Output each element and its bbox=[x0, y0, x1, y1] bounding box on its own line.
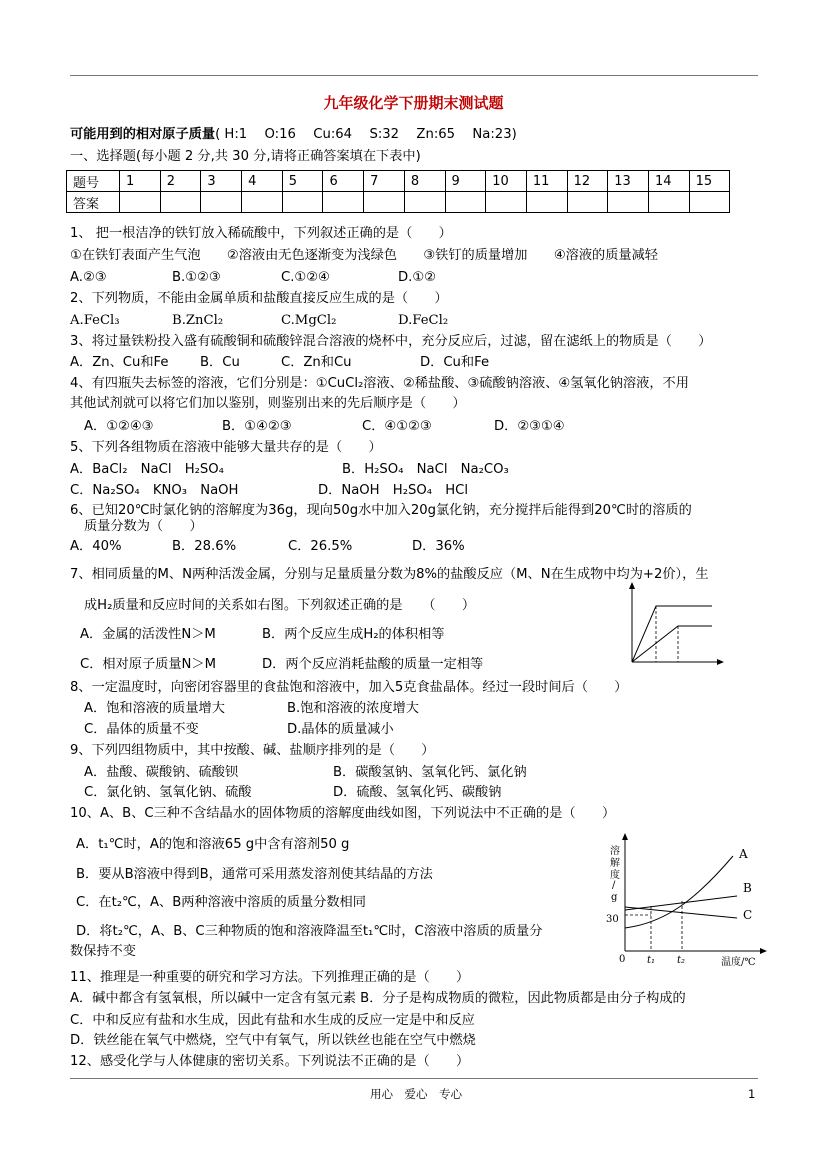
x-tick-t2: t₂ bbox=[677, 955, 686, 966]
q9-option-a: A．盐酸、碳酸钠、硫酸钡 bbox=[84, 765, 239, 780]
q10-option-d: D．将t₂℃，A、B、C三种物质的饱和溶液降温至t₁℃时，C溶液中溶质的质量分 bbox=[76, 924, 543, 939]
curve-upper bbox=[632, 606, 712, 662]
answer-cell[interactable] bbox=[282, 192, 323, 213]
q4-option-c: C．④①②③ bbox=[362, 419, 432, 434]
footer-motto: 用心 爱心 专心 bbox=[370, 1087, 462, 1101]
atomic-mass-line bbox=[70, 126, 517, 144]
q9-stem: 9、下列四组物质中，其中按酸、碱、盐顺序排列的是（ ） bbox=[70, 743, 435, 758]
q10-option-a: A．t₁℃时，A的饱和溶液65 g中含有溶剂50 g bbox=[76, 837, 350, 852]
atomic-mass-values: ( H:1 O:16 Cu:64 S:32 Zn:65 Na:23) bbox=[215, 127, 517, 142]
q11-option-c: C．中和反应有盐和水生成，因此有盐和水生成的反应一定是中和反应 bbox=[70, 1013, 475, 1028]
atomic-mass-label: 可能用到的相对原子质量 bbox=[70, 127, 216, 142]
q1-statements: ①在铁钉表面产生气泡 ②溶液由无色逐渐变为浅绿色 ③铁钉的质量增加 ④溶液的质量减轻 bbox=[70, 248, 658, 263]
q8-option-b: B.饱和溶液的浓度增大 bbox=[287, 701, 419, 716]
q1-option-c: C.①②④ bbox=[281, 270, 330, 285]
q3-option-c: C．Zn和Cu bbox=[281, 355, 352, 370]
q9-option-c: C．氯化钠、氢氧化钠、硫酸 bbox=[84, 785, 252, 800]
q7-option-d: D．两个反应消耗盐酸的质量一定相等 bbox=[262, 657, 484, 672]
q6-stem-cont: 质量分数为（ ） bbox=[84, 519, 203, 534]
q6-option-d: D．36% bbox=[412, 539, 465, 554]
q7-option-c: C．相对原子质量N＞M bbox=[80, 657, 216, 672]
series-label-c: C bbox=[743, 908, 753, 922]
section-heading: 一、选择题(每小题 2 分,共 30 分,请将正确答案填在下表中) bbox=[70, 149, 421, 164]
q8-option-c: C．晶体的质量不变 bbox=[84, 722, 199, 737]
y-label-char: g bbox=[611, 892, 618, 903]
answer-cell[interactable] bbox=[364, 192, 405, 213]
answer-cell[interactable] bbox=[689, 192, 730, 213]
q10-stem: 10、A、B、C三种不含结晶水的固体物质的溶解度曲线如图，下列说法中不正确的是（ ） bbox=[70, 806, 616, 821]
q6-option-b: B．28.6% bbox=[172, 539, 237, 554]
q4-stem: 4、有四瓶失去标签的溶液，它们分别是：①CuCl₂溶液、②稀盐酸、③硫酸钠溶液、④氢氧化钠溶液，不用 bbox=[70, 376, 689, 391]
y-label-char: / bbox=[612, 880, 616, 891]
series-label-b: B bbox=[743, 881, 752, 895]
q12-stem: 12、感受化学与人体健康的密切关系。下列说法不正确的是（ ） bbox=[70, 1054, 470, 1069]
answer-cell[interactable] bbox=[486, 192, 527, 213]
q10-option-d-cont: 数保持不变 bbox=[70, 944, 136, 959]
answer-cell[interactable] bbox=[160, 192, 201, 213]
q2-option-b: B.ZnCl₂ bbox=[172, 313, 224, 328]
x-tick-t1: t₁ bbox=[647, 955, 656, 966]
y-label-char: 度 bbox=[610, 870, 620, 881]
table-cell: 13 bbox=[608, 171, 649, 192]
q1-option-b: B.①②③ bbox=[172, 270, 221, 285]
q3-option-d: D．Cu和Fe bbox=[420, 355, 490, 370]
q9-option-d: D．硫酸、氢氧化钙、碳酸钠 bbox=[333, 785, 502, 800]
answer-cell[interactable] bbox=[648, 192, 689, 213]
q8-option-a: A．饱和溶液的质量增大 bbox=[84, 701, 225, 716]
table-cell: 2 bbox=[160, 171, 201, 192]
q7-stem: 7、相同质量的M、N两种活泼金属，分别与足量质量分数为8%的盐酸反应（M、N在生成物中均为+2价），生 bbox=[70, 567, 709, 582]
answer-cell[interactable] bbox=[404, 192, 445, 213]
y-tick-30: 30 bbox=[606, 914, 619, 925]
y-axis-arrow bbox=[622, 833, 628, 840]
y-label-char: 解 bbox=[610, 858, 620, 869]
table-cell: 14 bbox=[648, 171, 689, 192]
curve-c bbox=[625, 907, 737, 918]
q7-option-b: B．两个反应生成H₂的体积相等 bbox=[262, 627, 445, 642]
row-label-answer: 答案 bbox=[67, 192, 120, 213]
table-cell: 5 bbox=[282, 171, 323, 192]
origin-label: 0 bbox=[619, 954, 626, 965]
q6-stem: 6、已知20℃时氯化钠的溶解度为36g，现向50g水中加入20g氯化钠，充分搅拌后能得到20℃时的溶质的 bbox=[70, 503, 692, 518]
q6-option-a: A．40% bbox=[70, 539, 122, 554]
q8-stem: 8、一定温度时，向密闭容器里的食盐饱和溶液中，加入5克食盐晶体。经过一段时间后（ ） bbox=[70, 680, 628, 695]
y-axis-arrow bbox=[629, 582, 635, 589]
table-cell: 10 bbox=[486, 171, 527, 192]
q7-stem-cont: 成H₂质量和反应时间的关系如右图。下列叙述正确的是 （ ） bbox=[84, 598, 476, 613]
q4-stem-cont: 其他试剂就可以将它们加以鉴别，则鉴别出来的先后顺序是（ ） bbox=[70, 396, 466, 411]
answer-cell[interactable] bbox=[120, 192, 161, 213]
q1-option-a: A.②③ bbox=[70, 270, 107, 285]
q8-option-d: D.晶体的质量减小 bbox=[287, 722, 394, 737]
answer-cell[interactable] bbox=[526, 192, 567, 213]
x-axis-arrow bbox=[717, 659, 724, 665]
curve-lower bbox=[632, 626, 712, 662]
q1-stem: 1、 把一根洁净的铁钉放入稀硫酸中，下列叙述正确的是（ ） bbox=[70, 226, 452, 241]
table-cell: 4 bbox=[242, 171, 283, 192]
curve-b bbox=[625, 896, 737, 910]
q11-option-ab: A．碱中都含有氢氧根，所以碱中一定含有氢元素 B．分子是构成物质的微粒，因此物质都是由分子构成的 bbox=[70, 991, 686, 1006]
answer-cell[interactable] bbox=[608, 192, 649, 213]
q11-stem: 11、推理是一种重要的研究和学习方法。下列推理正确的是（ ） bbox=[70, 970, 470, 985]
q2-option-c: C.MgCl₂ bbox=[281, 313, 337, 328]
x-axis-arrow bbox=[760, 948, 767, 954]
answer-table bbox=[66, 170, 730, 213]
q4-option-b: B．①④②③ bbox=[222, 419, 292, 434]
q5-option-a: A．BaCl₂ NaCl H₂SO₄ bbox=[70, 462, 224, 477]
q2-stem: 2、下列物质，不能由金属单质和盐酸直接反应生成的是（ ） bbox=[70, 291, 448, 306]
table-row bbox=[67, 192, 730, 213]
q3-option-b: B．Cu bbox=[200, 355, 240, 370]
q10-option-b: B．要从B溶液中得到B，通常可采用蒸发溶剂使其结晶的方法 bbox=[76, 867, 433, 882]
table-cell: 15 bbox=[689, 171, 730, 192]
q5-option-d: D．NaOH H₂SO₄ HCl bbox=[318, 483, 468, 498]
y-label-char: 溶 bbox=[610, 846, 620, 857]
curve-a bbox=[625, 856, 733, 928]
q6-option-c: C．26.5% bbox=[288, 539, 353, 554]
table-cell: 11 bbox=[526, 171, 567, 192]
page-title: 九年级化学下册期末测试题 bbox=[323, 94, 504, 112]
q9-option-b: B．碳酸氢钠、氢氧化钙、氯化钠 bbox=[333, 765, 527, 780]
table-row bbox=[67, 171, 730, 192]
q5-option-c: C．Na₂SO₄ KNO₃ NaOH bbox=[70, 483, 239, 498]
header-rule bbox=[70, 75, 758, 76]
q5-stem: 5、下列各组物质在溶液中能够大量共存的是（ ） bbox=[70, 440, 382, 455]
q7-option-a: A．金属的活泼性N＞M bbox=[80, 627, 216, 642]
series-label-a: A bbox=[739, 847, 748, 861]
page-number: 1 bbox=[748, 1087, 756, 1101]
table-cell: 3 bbox=[201, 171, 242, 192]
q5-option-b: B．H₂SO₄ NaCl Na₂CO₃ bbox=[342, 462, 509, 477]
table-cell: 1 bbox=[120, 171, 161, 192]
table-cell: 9 bbox=[445, 171, 486, 192]
answer-cell[interactable] bbox=[323, 192, 364, 213]
answer-cell[interactable] bbox=[201, 192, 242, 213]
answer-cell[interactable] bbox=[567, 192, 608, 213]
q11-option-d: D．铁丝能在氧气中燃烧，空气中有氧气，所以铁丝也能在空气中燃烧 bbox=[70, 1033, 476, 1048]
q1-option-d: D.①② bbox=[398, 270, 436, 285]
q4-option-a: A．①②④③ bbox=[84, 419, 154, 434]
table-cell: 6 bbox=[323, 171, 364, 192]
q3-option-a: A．Zn、Cu和Fe bbox=[70, 355, 169, 370]
q10-option-c: C．在t₂℃，A、B两种溶液中溶质的质量分数相同 bbox=[76, 895, 366, 910]
footer-rule bbox=[70, 1078, 758, 1079]
answer-cell[interactable] bbox=[242, 192, 283, 213]
x-axis-label: 温度/℃ bbox=[721, 957, 756, 968]
q3-stem: 3、将过量铁粉投入盛有硫酸铜和硫酸锌混合溶液的烧杯中，充分反应后，过滤，留在滤纸上的物质是（ ） bbox=[70, 334, 712, 349]
solubility-graph bbox=[603, 828, 771, 968]
q2-option-a: A.FeCl₃ bbox=[70, 313, 120, 328]
table-cell: 8 bbox=[404, 171, 445, 192]
table-cell: 12 bbox=[567, 171, 608, 192]
answer-cell[interactable] bbox=[445, 192, 486, 213]
table-cell: 7 bbox=[364, 171, 405, 192]
row-label-number: 题号 bbox=[67, 171, 120, 192]
q4-option-d: D．②③①④ bbox=[494, 419, 565, 434]
q2-option-d: D.FeCl₂ bbox=[398, 313, 449, 328]
h2-time-graph bbox=[620, 580, 730, 668]
